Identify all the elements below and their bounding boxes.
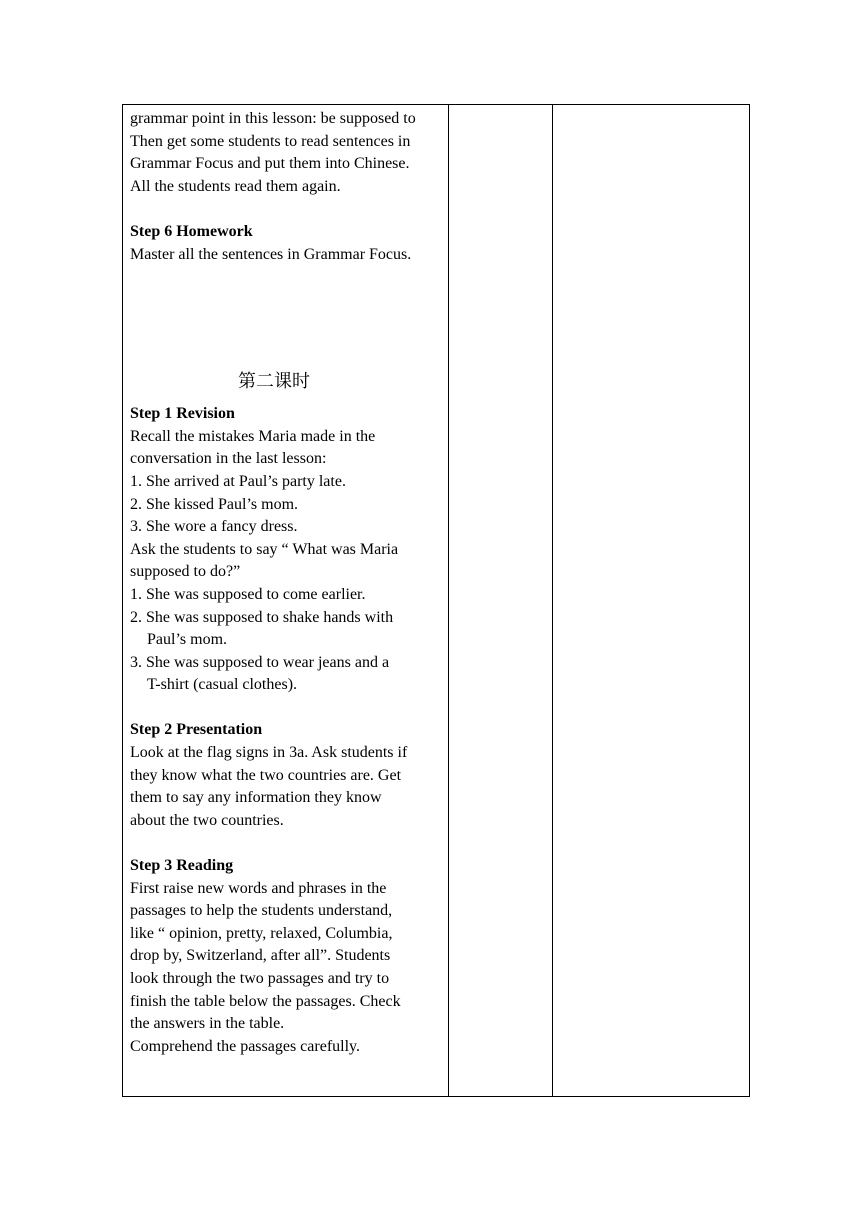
step-1-heading: Step 1 Revision xyxy=(130,405,235,423)
spacer xyxy=(130,198,442,221)
step-6-text: Master all the sentences in Grammar Focus. xyxy=(130,245,412,263)
text-line: Recall the mistakes Maria made in the xyxy=(130,427,376,445)
step-6-heading: Step 6 Homework xyxy=(130,222,253,240)
step-3-heading: Step 3 Reading xyxy=(130,857,234,875)
empty-right-cell xyxy=(553,105,750,1097)
text-line: conversation in the last lesson: xyxy=(130,450,327,468)
text-line: All the students read them again. xyxy=(130,177,341,195)
text-line: like “ opinion, pretty, relaxed, Columbia, xyxy=(130,924,393,942)
text-line: Grammar Focus and put them into Chinese. xyxy=(130,155,410,173)
spacer xyxy=(130,697,442,720)
text-line: drop by, Switzerland, after all”. Students xyxy=(130,947,391,965)
answer-item: 2. She was supposed to shake hands with xyxy=(130,608,394,626)
text-line: Then get some students to read sentences in xyxy=(130,132,411,150)
text-line: finish the table below the passages. Check xyxy=(130,992,401,1010)
text-line: them to say any information they know xyxy=(130,789,382,807)
text-line: First raise new words and phrases in the xyxy=(130,879,387,897)
mistake-item: 3. She wore a fancy dress. xyxy=(130,518,298,536)
text-line: the answers in the table. xyxy=(130,1015,285,1033)
answer-item-continuation: Paul’s mom. xyxy=(147,631,228,649)
text-line: about the two countries. xyxy=(130,811,284,829)
lesson-2-title: 第二课时 xyxy=(238,371,310,393)
step-2-heading: Step 2 Presentation xyxy=(130,721,263,739)
empty-middle-cell xyxy=(449,105,553,1097)
text-line: supposed to do?” xyxy=(130,563,241,581)
text-line: look through the two passages and try to xyxy=(130,970,390,987)
text-line: grammar point in this lesson: be supposed to xyxy=(130,110,416,127)
text-line: Look at the flag signs in 3a. Ask students if xyxy=(130,744,408,762)
text-line: Comprehend the passages carefully. xyxy=(130,1037,360,1055)
answer-item: 3. She was supposed to wear jeans and a xyxy=(130,653,390,671)
answer-item: 1. She was supposed to come earlier. xyxy=(130,585,366,603)
text-line: Ask the students to say “ What was Maria xyxy=(130,540,399,558)
text-line: passages to help the students understand, xyxy=(130,902,393,920)
table-row xyxy=(123,105,750,1097)
spacer xyxy=(130,832,442,855)
mistake-item: 1. She arrived at Paul’s party late. xyxy=(130,472,346,490)
text-line: they know what the two countries are. Get xyxy=(130,766,402,784)
teaching-procedure-cell xyxy=(123,105,449,1097)
teaching-procedure-text xyxy=(123,105,448,1058)
answer-item-continuation: T-shirt (casual clothes). xyxy=(147,676,298,694)
lesson-plan-table xyxy=(122,104,750,1097)
mistake-item: 2. She kissed Paul’s mom. xyxy=(130,495,299,513)
